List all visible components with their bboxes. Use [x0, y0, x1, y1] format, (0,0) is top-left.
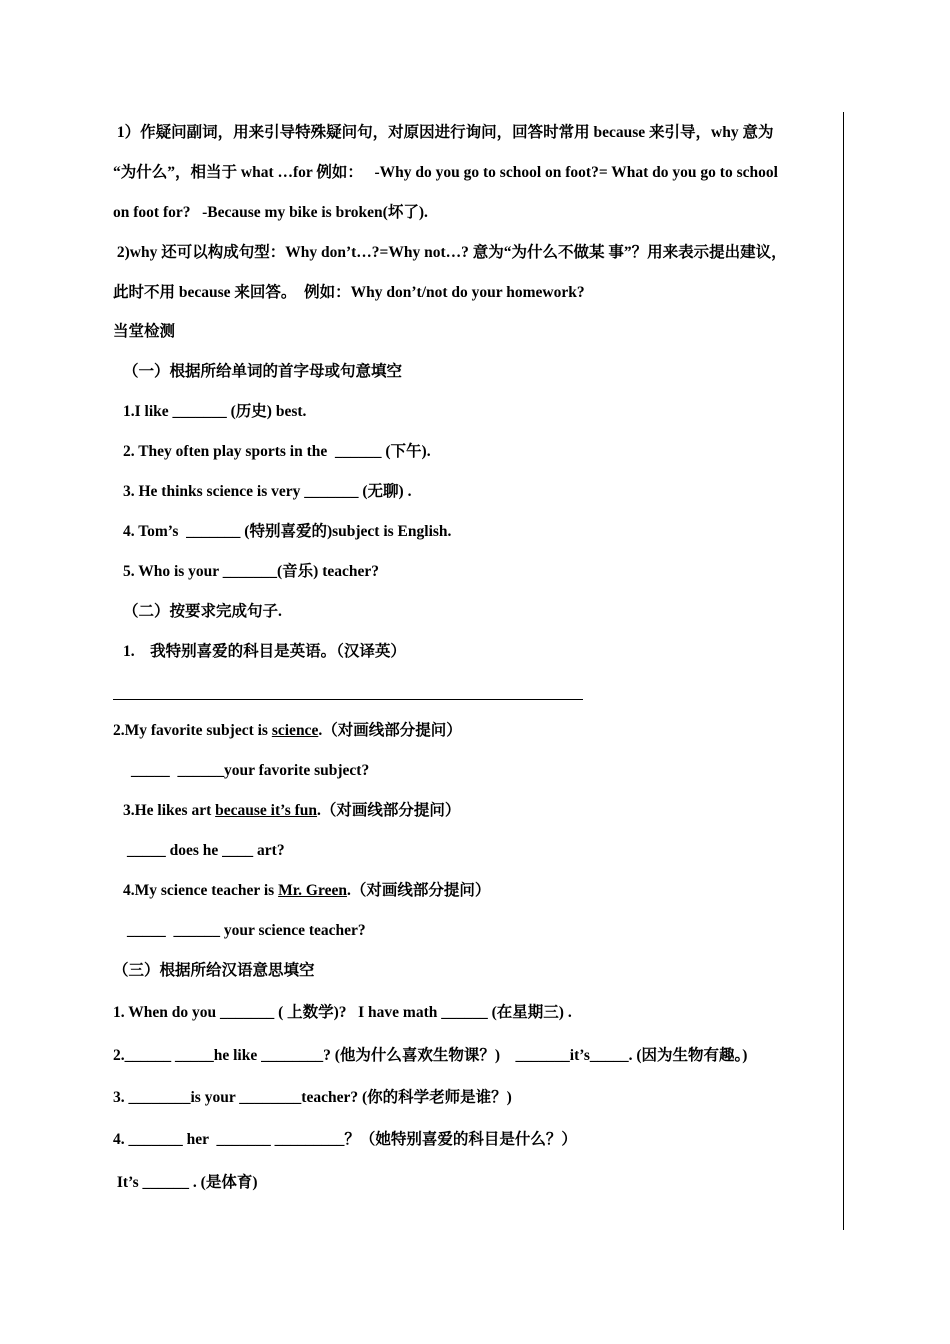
part3-item: It’s ______ . (是体育)	[113, 1174, 258, 1191]
q2-text: 2.My favorite subject is	[113, 722, 272, 739]
part1-item: 5. Who is your _______(音乐) teacher?	[123, 563, 380, 580]
grammar-p1-line1: 1）作疑问副词，用来引导特殊疑问句，对原因进行询问，回答时常用 because 来引导，why 意为	[113, 124, 774, 141]
grammar-p2-line1: 2)why 还可以构成句型：Why don’t…?=Why not…? 意为“为什么不做某 事”？用来表示提出建议，	[113, 244, 787, 261]
q3-text: 3.He likes art	[123, 802, 216, 819]
part1-item: 2. They often play sports in the ______ (下午).	[123, 443, 431, 460]
part2-heading: （二）按要求完成句子.	[123, 603, 282, 620]
part3-item: 3. ________is your ________teacher? (你的科学老师是谁？)	[113, 1089, 512, 1106]
q4-instruction: .（对画线部分提问）	[346, 882, 491, 899]
part1-item: 3. He thinks science is very _______ (无聊) .	[123, 483, 412, 500]
q3-instruction: .（对画线部分提问）	[317, 802, 461, 819]
part2-answer-4: _____ ______ your science teacher?	[127, 922, 366, 939]
q3-underlined: because it’s fun	[215, 802, 318, 819]
q4-underlined: Mr. Green	[278, 882, 347, 899]
part2-question-4	[123, 881, 490, 901]
page-border-line	[843, 112, 844, 1230]
part2-question-3	[123, 801, 460, 821]
part3-item: 1. When do you _______ ( 上数学)? I have math ______ (在星期三) .	[113, 1004, 572, 1021]
part3-item: 2.______ _____he like ________? (他为什么喜欢生物课？) _______it’s_____. (因为生物有趣。)	[113, 1047, 748, 1064]
part1-item: 1.I like _______ (历史) best.	[123, 403, 307, 420]
q4-text: 4.My science teacher is	[123, 882, 279, 899]
part2-answer-3: _____ does he ____ art?	[127, 842, 285, 859]
grammar-p1-line2: “为什么”，相当于 what …for 例如： -Why do you go to school on foot?= What do you go to school	[113, 164, 778, 181]
part1-heading: （一）根据所给单词的首字母或句意填空	[123, 363, 403, 380]
q2-instruction: .（对画线部分提问）	[318, 722, 462, 739]
part2-question-1: 1. 我特别喜爱的科目是英语。（汉译英）	[123, 643, 406, 660]
part3-heading: （三）根据所给汉语意思填空	[113, 962, 315, 979]
grammar-p1-line3: on foot for? -Because my bike is broken(坏了).	[113, 204, 428, 221]
part1-item: 4. Tom’s _______ (特别喜爱的)subject is English.	[123, 523, 452, 540]
part2-answer-2: _____ ______your favorite subject?	[131, 762, 370, 779]
section-title: 当堂检测	[113, 323, 176, 340]
part2-question-2	[113, 721, 462, 741]
q2-underlined: science	[271, 722, 319, 739]
part3-item: 4. _______ her _______ _________？（她特别喜爱的科目是什么？）	[113, 1131, 577, 1148]
grammar-p2-line2: 此时不用 because 来回答。 例如：Why don’t/not do your homework?	[113, 284, 585, 301]
answer-line	[113, 699, 583, 700]
